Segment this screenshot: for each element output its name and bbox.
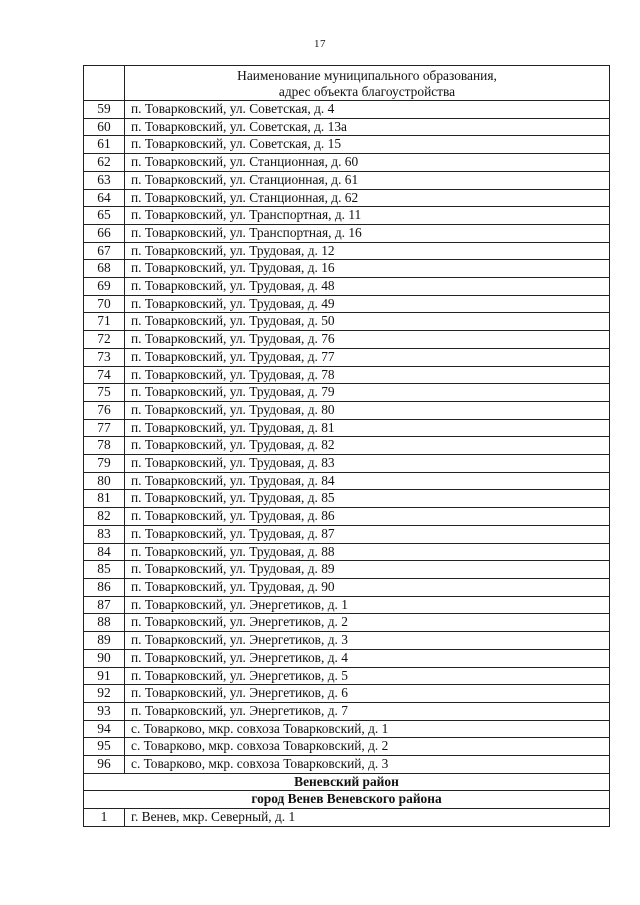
row-address: п. Товарковский, ул. Транспортная, д. 16	[125, 224, 610, 242]
header-number-cell	[84, 66, 125, 101]
row-number: 76	[84, 401, 125, 419]
row-address: п. Товарковский, ул. Советская, д. 13а	[125, 118, 610, 136]
table-row	[84, 207, 610, 225]
row-address: п. Товарковский, ул. Трудовая, д. 86	[125, 508, 610, 526]
section-row-city	[84, 791, 610, 809]
row-address: п. Товарковский, ул. Станционная, д. 60	[125, 154, 610, 172]
table-body	[84, 101, 610, 774]
section-row-district	[84, 773, 610, 791]
page-number: 17	[314, 38, 326, 50]
row-number: 64	[84, 189, 125, 207]
row-number: 1	[84, 809, 125, 827]
row-number: 60	[84, 118, 125, 136]
table-header-row	[84, 66, 610, 101]
table-row	[84, 596, 610, 614]
row-address: п. Товарковский, ул. Трудовая, д. 49	[125, 295, 610, 313]
table-row	[84, 224, 610, 242]
row-address: п. Товарковский, ул. Трудовая, д. 12	[125, 242, 610, 260]
row-address: п. Товарковский, ул. Трудовая, д. 76	[125, 331, 610, 349]
row-number: 72	[84, 331, 125, 349]
table-row	[84, 578, 610, 596]
table-row	[84, 508, 610, 526]
table-row	[84, 490, 610, 508]
header-line-1: Наименование муниципального образования,	[237, 67, 497, 83]
row-number: 73	[84, 348, 125, 366]
row-address: п. Товарковский, ул. Трудовая, д. 83	[125, 455, 610, 473]
row-number: 77	[84, 419, 125, 437]
table-row	[84, 384, 610, 402]
row-address: п. Товарковский, ул. Энергетиков, д. 2	[125, 614, 610, 632]
row-address: п. Товарковский, ул. Трудовая, д. 79	[125, 384, 610, 402]
row-address: п. Товарковский, ул. Советская, д. 15	[125, 136, 610, 154]
row-number: 83	[84, 525, 125, 543]
row-number: 91	[84, 667, 125, 685]
row-address: п. Товарковский, ул. Энергетиков, д. 4	[125, 649, 610, 667]
table-row	[84, 242, 610, 260]
row-address: с. Товарково, мкр. совхоза Товарковский, д. 2	[125, 738, 610, 756]
row-number: 90	[84, 649, 125, 667]
table-row	[84, 118, 610, 136]
header-line-2: адрес объекта благоустройства	[278, 83, 456, 99]
row-address: п. Товарковский, ул. Трудовая, д. 80	[125, 401, 610, 419]
row-number: 86	[84, 578, 125, 596]
table-row	[84, 685, 610, 703]
table-row	[84, 419, 610, 437]
row-number: 66	[84, 224, 125, 242]
row-address: п. Товарковский, ул. Энергетиков, д. 6	[125, 685, 610, 703]
table-row	[84, 401, 610, 419]
table-row	[84, 632, 610, 650]
row-number: 70	[84, 295, 125, 313]
row-number: 96	[84, 756, 125, 774]
table-row	[84, 437, 610, 455]
row-address: п. Товарковский, ул. Энергетиков, д. 5	[125, 667, 610, 685]
row-number: 65	[84, 207, 125, 225]
table-row	[84, 136, 610, 154]
row-address: г. Венев, мкр. Северный, д. 1	[125, 809, 610, 827]
row-number: 89	[84, 632, 125, 650]
table-row	[84, 154, 610, 172]
table-row	[84, 189, 610, 207]
row-number: 63	[84, 171, 125, 189]
address-table	[83, 65, 610, 827]
row-number: 87	[84, 596, 125, 614]
header-address-cell	[125, 66, 610, 101]
row-number: 85	[84, 561, 125, 579]
table-row	[84, 702, 610, 720]
table-row	[84, 331, 610, 349]
row-number: 74	[84, 366, 125, 384]
table-row	[84, 260, 610, 278]
table-row	[84, 720, 610, 738]
row-number: 94	[84, 720, 125, 738]
table-row	[84, 472, 610, 490]
row-number: 59	[84, 101, 125, 119]
table-row	[84, 455, 610, 473]
table-row	[84, 543, 610, 561]
row-address: п. Товарковский, ул. Советская, д. 4	[125, 101, 610, 119]
row-address: п. Товарковский, ул. Трудовая, д. 77	[125, 348, 610, 366]
row-address: п. Товарковский, ул. Трудовая, д. 16	[125, 260, 610, 278]
row-number: 84	[84, 543, 125, 561]
row-number: 71	[84, 313, 125, 331]
row-address: п. Товарковский, ул. Трудовая, д. 48	[125, 278, 610, 296]
row-number: 67	[84, 242, 125, 260]
table-row	[84, 667, 610, 685]
row-address: с. Товарково, мкр. совхоза Товарковский, д. 3	[125, 756, 610, 774]
table-row	[84, 525, 610, 543]
table-row	[84, 738, 610, 756]
row-number: 88	[84, 614, 125, 632]
row-address: п. Товарковский, ул. Трудовая, д. 84	[125, 472, 610, 490]
row-number: 68	[84, 260, 125, 278]
row-address: п. Товарковский, ул. Трудовая, д. 88	[125, 543, 610, 561]
row-address: п. Товарковский, ул. Трудовая, д. 85	[125, 490, 610, 508]
table-body-after	[84, 809, 610, 827]
table-row	[84, 366, 610, 384]
table-row	[84, 278, 610, 296]
row-address: п. Товарковский, ул. Трудовая, д. 82	[125, 437, 610, 455]
row-address: п. Товарковский, ул. Транспортная, д. 11	[125, 207, 610, 225]
section-district: Веневский район	[84, 773, 610, 791]
row-address: п. Товарковский, ул. Трудовая, д. 50	[125, 313, 610, 331]
row-number: 69	[84, 278, 125, 296]
row-address: с. Товарково, мкр. совхоза Товарковский, д. 1	[125, 720, 610, 738]
row-address: п. Товарковский, ул. Энергетиков, д. 7	[125, 702, 610, 720]
row-number: 78	[84, 437, 125, 455]
table-row	[84, 313, 610, 331]
table-row	[84, 101, 610, 119]
row-address: п. Товарковский, ул. Энергетиков, д. 3	[125, 632, 610, 650]
table-row	[84, 561, 610, 579]
row-number: 81	[84, 490, 125, 508]
row-address: п. Товарковский, ул. Энергетиков, д. 1	[125, 596, 610, 614]
table-row	[84, 348, 610, 366]
row-address: п. Товарковский, ул. Трудовая, д. 81	[125, 419, 610, 437]
table-row	[84, 649, 610, 667]
row-number: 93	[84, 702, 125, 720]
table-row	[84, 756, 610, 774]
table-row	[84, 171, 610, 189]
row-number: 80	[84, 472, 125, 490]
row-address: п. Товарковский, ул. Станционная, д. 62	[125, 189, 610, 207]
table-row	[84, 614, 610, 632]
row-number: 92	[84, 685, 125, 703]
row-address: п. Товарковский, ул. Трудовая, д. 89	[125, 561, 610, 579]
row-address: п. Товарковский, ул. Трудовая, д. 90	[125, 578, 610, 596]
row-address: п. Товарковский, ул. Трудовая, д. 87	[125, 525, 610, 543]
row-number: 79	[84, 455, 125, 473]
section-city: город Венев Веневского района	[84, 791, 610, 809]
row-number: 82	[84, 508, 125, 526]
row-number: 61	[84, 136, 125, 154]
table-row	[84, 809, 610, 827]
table-row	[84, 295, 610, 313]
row-number: 62	[84, 154, 125, 172]
row-number: 95	[84, 738, 125, 756]
row-address: п. Товарковский, ул. Станционная, д. 61	[125, 171, 610, 189]
row-address: п. Товарковский, ул. Трудовая, д. 78	[125, 366, 610, 384]
row-number: 75	[84, 384, 125, 402]
